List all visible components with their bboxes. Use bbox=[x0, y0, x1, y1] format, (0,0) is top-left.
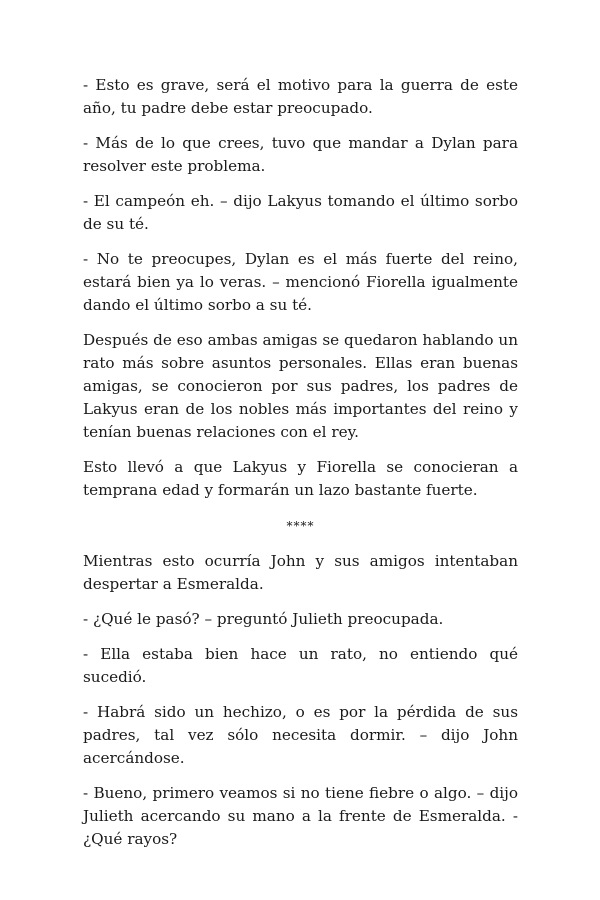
dialogue-paragraph: - El campeón eh. – dijo Lakyus tomando el último sorbo de su té. bbox=[83, 192, 518, 233]
dialogue-paragraph: - ¿Qué le pasó? – preguntó Julieth preocupada. bbox=[83, 610, 444, 628]
narrative-paragraph: Después de eso ambas amigas se quedaron hablando un rato más sobre asuntos personales. Ellas eran buenas amigas, se conocieron por sus padres, los padres de Lakyus eran de los nobles más importantes del reino y tenían buenas relaciones con el rey. bbox=[83, 331, 518, 441]
narrative-paragraph: Mientras esto ocurría John y sus amigos intentaban despertar a Esmeralda. bbox=[83, 552, 518, 593]
dialogue-paragraph: - Más de lo que crees, tuvo que mandar a Dylan para resolver este problema. bbox=[83, 134, 518, 175]
dialogue-paragraph: - No te preocupes, Dylan es el más fuerte del reino, estará bien ya lo veras. – mencionó Fiorella igualmente dando el último sorbo a su té. bbox=[83, 250, 518, 314]
scene-separator: **** bbox=[286, 519, 315, 533]
narrative-paragraph: Esto llevó a que Lakyus y Fiorella se conocieran a temprana edad y formarán un lazo bastante fuerte. bbox=[83, 458, 518, 499]
dialogue-paragraph: - Ella estaba bien hace un rato, no entiendo qué sucedió. bbox=[83, 645, 518, 686]
document-page bbox=[83, 74, 518, 863]
dialogue-paragraph: - Esto es grave, será el motivo para la guerra de este año, tu padre debe estar preocupado. bbox=[83, 76, 518, 117]
dialogue-paragraph: - Habrá sido un hechizo, o es por la pérdida de sus padres, tal vez sólo necesita dormir. – dijo John acercándose. bbox=[83, 703, 518, 767]
dialogue-paragraph: - Bueno, primero veamos si no tiene fiebre o algo. – dijo Julieth acercando su mano a la frente de Esmeralda. - ¿Qué rayos? bbox=[83, 784, 518, 848]
